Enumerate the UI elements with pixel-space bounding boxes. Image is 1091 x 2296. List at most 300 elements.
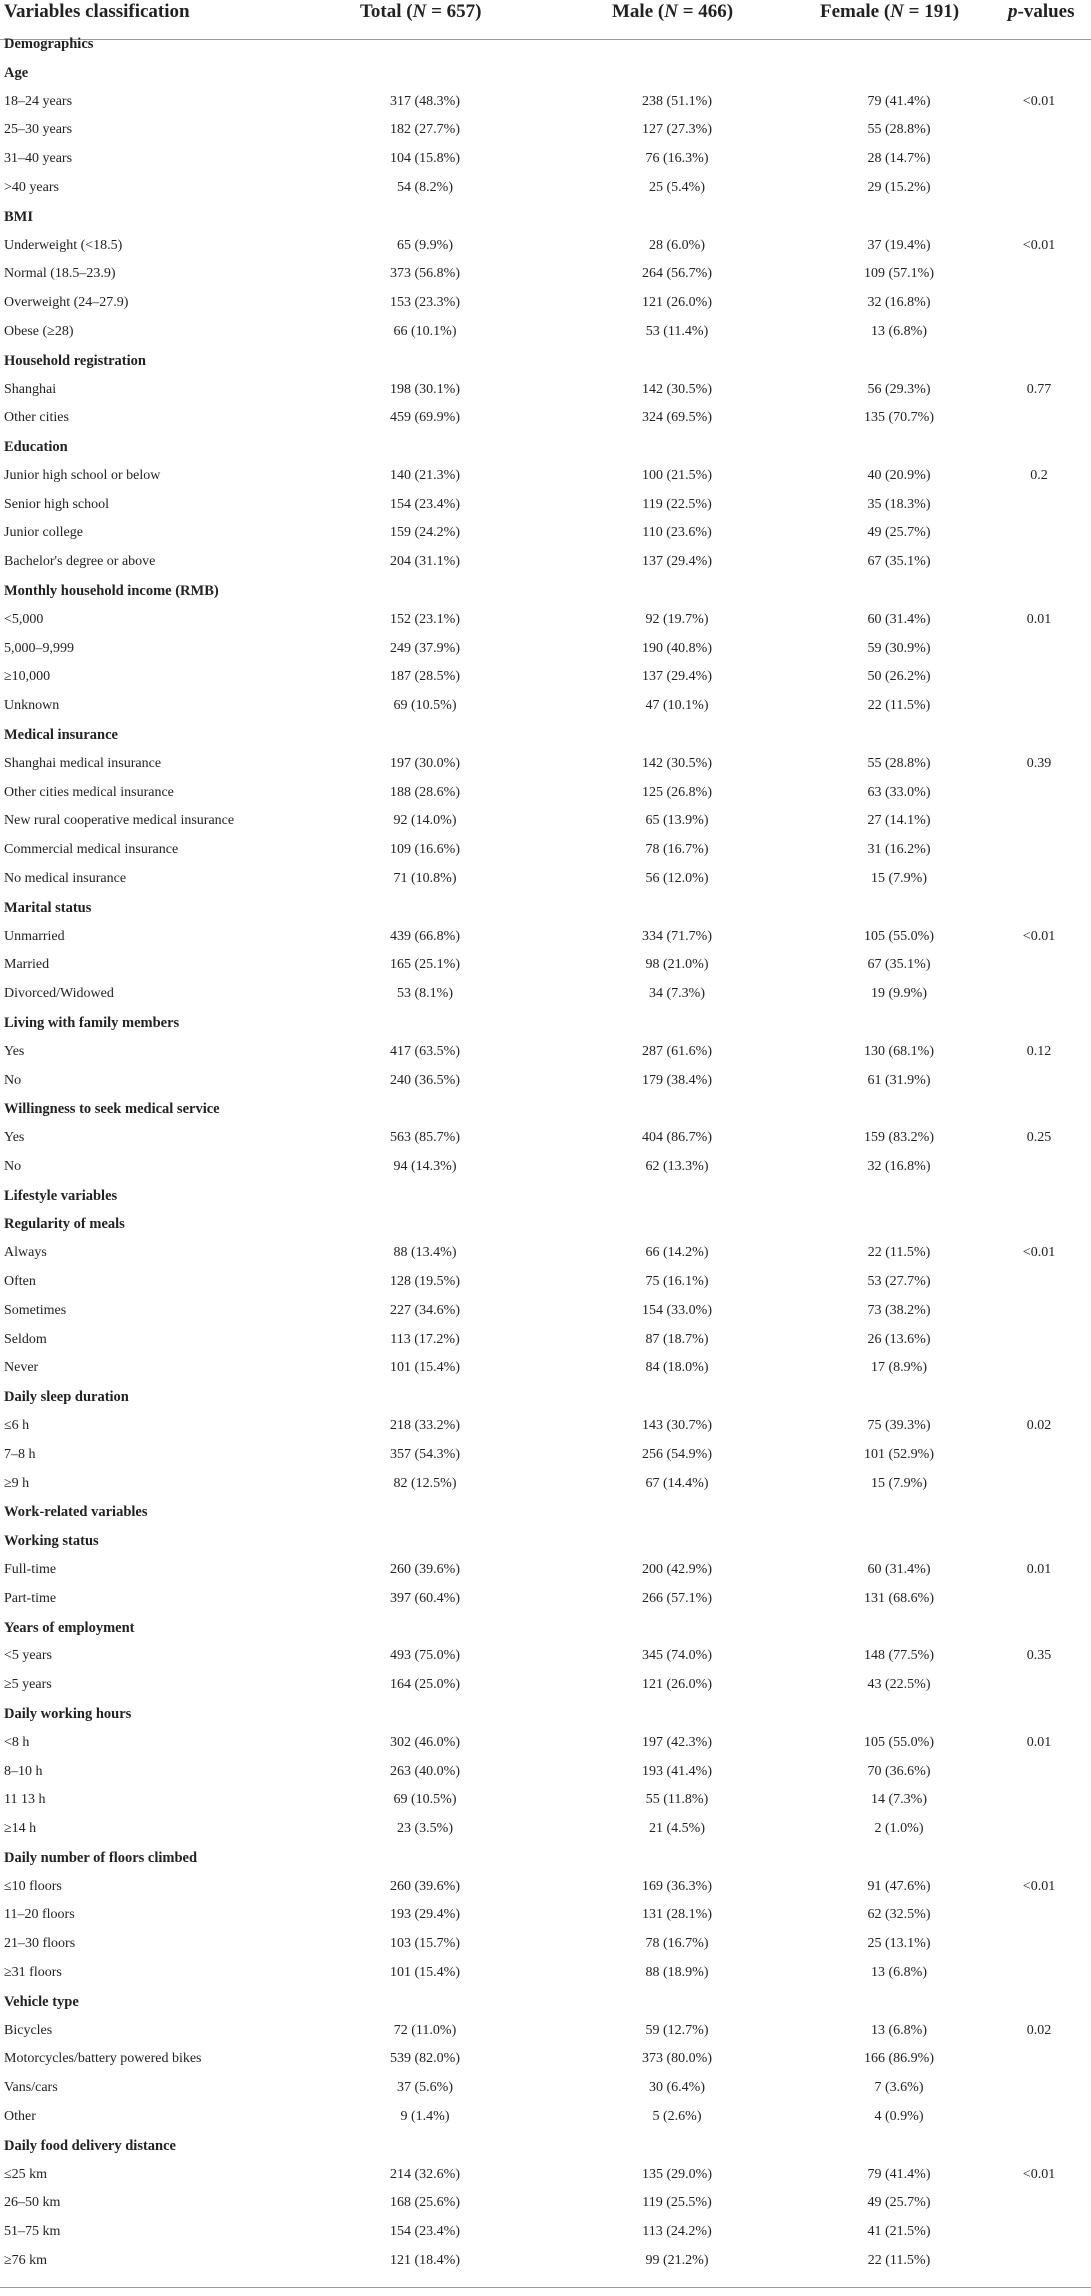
total-cell: 188 (28.6%) (390, 784, 460, 800)
female-cell: 166 (86.9%) (864, 2051, 934, 2067)
table-row (0, 2103, 1091, 2132)
total-cell: 82 (12.5%) (393, 1475, 457, 1491)
male-cell: 34 (7.3%) (649, 986, 705, 1002)
female-cell: 55 (28.8%) (867, 122, 931, 138)
header-female: Female (N = 191) (820, 1, 960, 22)
female-cell: 63 (33.0%) (867, 784, 931, 800)
table-row (0, 1354, 1091, 1383)
row-label: Other (4, 2109, 36, 2125)
total-cell: 69 (10.5%) (393, 1792, 457, 1808)
section-label: Education (4, 439, 68, 456)
female-cell: 75 (39.3%) (867, 1418, 931, 1434)
table-row (0, 260, 1091, 289)
male-cell: 179 (38.4%) (642, 1072, 712, 1088)
section-label: Monthly household income (RMB) (4, 583, 219, 600)
female-cell: 17 (8.9%) (871, 1360, 927, 1376)
male-cell: 75 (16.1%) (645, 1274, 709, 1290)
row-label: ≤25 km (4, 2166, 48, 2182)
male-cell: 78 (16.7%) (645, 842, 709, 858)
section-label: Regularity of meals (4, 1216, 125, 1233)
total-cell: 373 (56.8%) (390, 266, 460, 282)
row-label: Bicycles (4, 2022, 53, 2038)
section-label: Daily number of floors climbed (4, 1849, 198, 1866)
table-row (0, 1067, 1091, 1096)
female-cell: 37 (19.4%) (867, 237, 931, 253)
female-cell: 148 (77.5%) (864, 1648, 934, 1664)
male-cell: 135 (29.0%) (642, 2166, 712, 2182)
male-cell: 67 (14.4%) (645, 1475, 709, 1491)
male-cell: 143 (30.7%) (642, 1418, 712, 1434)
table-row (0, 88, 1091, 117)
table-row (0, 1441, 1091, 1470)
table-row (0, 692, 1091, 721)
total-cell: 128 (19.5%) (390, 1274, 460, 1290)
male-cell: 137 (29.4%) (642, 669, 712, 685)
p-value-cell: 0.25 (1026, 1130, 1052, 1146)
male-cell: 110 (23.6%) (642, 525, 712, 541)
section-heading-row (0, 59, 1091, 88)
female-cell: 70 (36.6%) (867, 1763, 931, 1779)
table-row (0, 1124, 1091, 1153)
row-label: Shanghai medical insurance (4, 755, 162, 771)
p-value-cell: 0.35 (1026, 1648, 1052, 1664)
section-heading-row (0, 1009, 1091, 1038)
section-label: Working status (4, 1533, 99, 1550)
total-cell: 397 (60.4%) (390, 1590, 460, 1606)
male-cell: 121 (26.0%) (642, 1677, 712, 1693)
section-label: Age (4, 64, 29, 81)
total-cell: 539 (82.0%) (390, 2051, 460, 2067)
female-cell: 26 (13.6%) (867, 1331, 931, 1347)
male-cell: 121 (26.0%) (642, 295, 712, 311)
male-cell: 5 (2.6%) (652, 2109, 702, 2125)
row-label: 8–10 h (4, 1763, 43, 1779)
table-row (0, 865, 1091, 894)
female-cell: 131 (68.6%) (864, 1590, 934, 1606)
section-heading-row (0, 30, 1091, 59)
row-label: Shanghai (4, 381, 57, 397)
female-cell: 40 (20.9%) (867, 467, 931, 483)
row-label: Motorcycles/battery powered bikes (4, 2051, 202, 2067)
section-heading-row (0, 433, 1091, 462)
total-cell: 121 (18.4%) (390, 2253, 460, 2268)
p-value-cell: 0.02 (1026, 2022, 1052, 2038)
male-cell: 119 (25.5%) (642, 2195, 712, 2211)
total-cell: 101 (15.4%) (390, 1360, 460, 1376)
row-label: 11 13 h (4, 1792, 46, 1808)
table-row (0, 2017, 1091, 2046)
row-label: Other cities medical insurance (4, 784, 174, 800)
table-row (0, 807, 1091, 836)
total-cell: 439 (66.8%) (390, 928, 460, 944)
total-cell: 54 (8.2%) (397, 179, 453, 195)
row-label: 31–40 years (4, 151, 73, 167)
total-cell: 263 (40.0%) (390, 1763, 460, 1779)
table-row (0, 1729, 1091, 1758)
female-cell: 7 (3.6%) (874, 2080, 924, 2096)
row-label: Obese (≥28) (4, 323, 74, 339)
row-label: Other cities (4, 410, 69, 426)
male-cell: 84 (18.0%) (645, 1360, 709, 1376)
female-cell: 130 (68.1%) (864, 1043, 934, 1059)
female-cell: 43 (22.5%) (867, 1677, 931, 1693)
row-label: Full-time (4, 1561, 57, 1577)
section-heading-row (0, 1988, 1091, 2017)
table-row (0, 1671, 1091, 1700)
male-cell: 56 (12.0%) (645, 870, 709, 886)
male-cell: 47 (10.1%) (645, 698, 709, 714)
table-row (0, 1297, 1091, 1326)
total-cell: 198 (30.1%) (390, 381, 460, 397)
total-cell: 260 (39.6%) (390, 1878, 460, 1894)
row-label: Commercial medical insurance (4, 842, 179, 858)
table-row (0, 836, 1091, 865)
total-cell: 165 (25.1%) (390, 957, 460, 973)
section-label: Work-related variables (4, 1504, 148, 1521)
table-row (0, 750, 1091, 779)
female-cell: 13 (6.8%) (871, 2022, 927, 2038)
row-label: ≥9 h (4, 1475, 30, 1491)
total-cell: 357 (54.3%) (390, 1446, 460, 1462)
total-cell: 214 (32.6%) (390, 2166, 460, 2182)
total-cell: 563 (85.7%) (390, 1130, 460, 1146)
p-value-cell: <0.01 (1022, 1878, 1056, 1894)
male-cell: 345 (74.0%) (642, 1648, 712, 1664)
male-cell: 193 (41.4%) (642, 1763, 712, 1779)
female-cell: 159 (83.2%) (864, 1130, 934, 1146)
male-cell: 264 (56.7%) (642, 266, 712, 282)
total-cell: 459 (69.9%) (390, 410, 460, 426)
total-cell: 65 (9.9%) (397, 237, 453, 253)
section-label: Medical insurance (4, 727, 118, 743)
male-cell: 59 (12.7%) (645, 2022, 709, 2038)
female-cell: 22 (11.5%) (867, 2253, 931, 2268)
section-heading-row (0, 577, 1091, 606)
table-row (0, 1959, 1091, 1988)
header-variables: Variables classification (4, 1, 190, 22)
table-row (0, 1901, 1091, 1930)
total-cell: 302 (46.0%) (390, 1734, 460, 1750)
p-value-cell: 0.02 (1026, 1418, 1052, 1434)
table-row (0, 923, 1091, 952)
section-heading-row (0, 1700, 1091, 1729)
section-label: Years of employment (4, 1619, 135, 1636)
row-label: 5,000–9,999 (4, 640, 74, 656)
header-p-values: p-values (1008, 1, 1075, 22)
female-cell: 53 (27.7%) (867, 1274, 931, 1290)
female-cell: 22 (11.5%) (867, 1245, 931, 1261)
male-cell: 127 (27.3%) (642, 122, 712, 138)
row-label: <8 h (4, 1734, 30, 1750)
section-heading-row (0, 1498, 1091, 1527)
table-row (0, 1412, 1091, 1441)
male-cell: 87 (18.7%) (645, 1331, 709, 1347)
male-cell: 200 (42.9%) (642, 1561, 712, 1577)
female-cell: 79 (41.4%) (867, 93, 931, 109)
section-heading-row (0, 1182, 1091, 1211)
row-label: No medical insurance (4, 870, 127, 886)
male-cell: 98 (21.0%) (645, 957, 709, 973)
section-heading-row (0, 203, 1091, 232)
male-cell: 100 (21.5%) (642, 467, 712, 483)
bottom-rule (0, 2287, 1091, 2288)
female-cell: 60 (31.4%) (867, 611, 931, 627)
total-cell: 152 (23.1%) (390, 611, 460, 627)
female-cell: 27 (14.1%) (867, 813, 931, 829)
table-row (0, 1239, 1091, 1268)
section-heading-row (0, 1210, 1091, 1239)
row-label: ≤6 h (4, 1418, 30, 1434)
male-cell: 78 (16.7%) (645, 1936, 709, 1952)
female-cell: 61 (31.9%) (867, 1072, 931, 1088)
male-cell: 62 (13.3%) (645, 1158, 709, 1174)
male-cell: 142 (30.5%) (642, 381, 712, 397)
header-male: Male (N = 466) (612, 1, 734, 22)
row-label: Vans/cars (4, 2080, 58, 2096)
female-cell: 50 (26.2%) (867, 669, 931, 685)
table-row (0, 980, 1091, 1009)
male-cell: 131 (28.1%) (642, 1907, 712, 1923)
table-row (0, 1930, 1091, 1959)
total-cell: 103 (15.7%) (390, 1936, 460, 1952)
total-cell: 197 (30.0%) (390, 755, 460, 771)
section-heading-row (0, 1844, 1091, 1873)
male-cell: 324 (69.5%) (642, 410, 712, 426)
row-label: Junior college (4, 525, 83, 541)
female-cell: 67 (35.1%) (867, 957, 931, 973)
female-cell: 49 (25.7%) (867, 2195, 931, 2211)
male-cell: 142 (30.5%) (642, 755, 712, 771)
female-cell: 35 (18.3%) (867, 496, 931, 512)
table-row (0, 318, 1091, 347)
total-cell: 140 (21.3%) (390, 467, 460, 483)
total-cell: 240 (36.5%) (390, 1072, 460, 1088)
male-cell: 125 (26.8%) (642, 784, 712, 800)
row-label: ≤10 floors (4, 1878, 62, 1894)
p-value-cell: <0.01 (1022, 1245, 1056, 1261)
table-row (0, 779, 1091, 808)
table-row (0, 462, 1091, 491)
p-value-cell: 0.77 (1026, 381, 1052, 397)
male-cell: 404 (86.7%) (642, 1130, 712, 1146)
male-cell: 190 (40.8%) (642, 640, 712, 656)
section-label: Demographics (4, 36, 94, 52)
female-cell: 28 (14.7%) (867, 151, 931, 167)
section-label: Living with family members (4, 1014, 180, 1031)
row-label: No (4, 1158, 22, 1174)
section-label: Vehicle type (4, 1993, 79, 2010)
row-label: Never (4, 1360, 39, 1376)
total-cell: 104 (15.8%) (390, 151, 460, 167)
male-cell: 21 (4.5%) (649, 1821, 705, 1837)
female-cell: 14 (7.3%) (871, 1792, 927, 1808)
table-row (0, 548, 1091, 577)
table-row (0, 2161, 1091, 2190)
table-row (0, 404, 1091, 433)
row-label: Yes (4, 1130, 25, 1146)
table-row (0, 951, 1091, 980)
total-cell: 23 (3.5%) (397, 1821, 453, 1837)
p-value-cell: 0.01 (1026, 611, 1052, 627)
female-cell: 62 (32.5%) (867, 1907, 931, 1923)
row-label: ≥76 km (4, 2253, 48, 2268)
row-label: Seldom (4, 1331, 47, 1347)
female-cell: 41 (21.5%) (867, 2224, 931, 2240)
female-cell: 105 (55.0%) (864, 1734, 934, 1750)
row-label: Junior high school or below (4, 467, 161, 483)
table-row (0, 663, 1091, 692)
male-cell: 137 (29.4%) (642, 554, 712, 570)
male-cell: 99 (21.2%) (645, 2253, 709, 2268)
male-cell: 53 (11.4%) (645, 323, 709, 339)
p-value-cell: 0.39 (1026, 755, 1052, 771)
table-row (0, 635, 1091, 664)
row-label: 25–30 years (4, 122, 73, 138)
total-cell: 154 (23.4%) (390, 2224, 460, 2240)
row-label: Unknown (4, 698, 60, 714)
section-heading-row (0, 721, 1091, 750)
total-cell: 187 (28.5%) (390, 669, 460, 685)
p-value-cell: 0.2 (1030, 467, 1048, 483)
row-label: Overweight (24–27.9) (4, 295, 129, 311)
section-heading-row (0, 2132, 1091, 2161)
row-label: Unmarried (4, 928, 65, 944)
section-label: Marital status (4, 899, 92, 916)
total-cell: 109 (16.6%) (390, 842, 460, 858)
row-label: Bachelor's degree or above (4, 554, 156, 570)
table-row (0, 1786, 1091, 1815)
male-cell: 197 (42.3%) (642, 1734, 712, 1750)
male-cell: 113 (24.2%) (642, 2224, 712, 2240)
male-cell: 65 (13.9%) (645, 813, 709, 829)
p-value-cell: 0.01 (1026, 1734, 1052, 1750)
female-cell: 105 (55.0%) (864, 928, 934, 944)
total-cell: 260 (39.6%) (390, 1561, 460, 1577)
table-row (0, 1873, 1091, 1902)
total-cell: 101 (15.4%) (390, 1965, 460, 1981)
table-row (0, 1556, 1091, 1585)
table-row (0, 2045, 1091, 2074)
table-row (0, 145, 1091, 174)
table-row (0, 116, 1091, 145)
total-cell: 154 (23.4%) (390, 496, 460, 512)
female-cell: 25 (13.1%) (867, 1936, 931, 1952)
section-label: Daily food delivery distance (4, 2137, 176, 2154)
female-cell: 79 (41.4%) (867, 2166, 931, 2182)
female-cell: 67 (35.1%) (867, 554, 931, 570)
male-cell: 334 (71.7%) (642, 928, 712, 944)
male-cell: 169 (36.3%) (642, 1878, 712, 1894)
table-row (0, 2218, 1091, 2247)
female-cell: 101 (52.9%) (864, 1446, 934, 1462)
total-cell: 218 (33.2%) (390, 1418, 460, 1434)
male-cell: 55 (11.8%) (645, 1792, 709, 1808)
row-label: Yes (4, 1043, 25, 1059)
female-cell: 19 (9.9%) (871, 986, 927, 1002)
row-label: ≥31 floors (4, 1965, 62, 1981)
p-value-cell: <0.01 (1022, 928, 1056, 944)
section-label: BMI (4, 208, 33, 225)
total-cell: 9 (1.4%) (400, 2109, 450, 2125)
table-row (0, 174, 1091, 203)
male-cell: 266 (57.1%) (642, 1590, 712, 1606)
female-cell: 59 (30.9%) (867, 640, 931, 656)
p-value-cell: <0.01 (1022, 93, 1056, 109)
female-cell: 49 (25.7%) (867, 525, 931, 541)
male-cell: 287 (61.6%) (642, 1043, 712, 1059)
female-cell: 31 (16.2%) (867, 842, 931, 858)
male-cell: 66 (14.2%) (645, 1245, 709, 1261)
row-label: <5 years (4, 1648, 52, 1664)
total-cell: 249 (37.9%) (390, 640, 460, 656)
row-label: Often (4, 1274, 36, 1290)
row-label: New rural cooperative medical insurance (4, 813, 235, 829)
table-row (0, 606, 1091, 635)
female-cell: 15 (7.9%) (871, 1475, 927, 1491)
female-cell: 55 (28.8%) (867, 755, 931, 771)
p-value-cell: 0.12 (1026, 1043, 1052, 1059)
section-label: Household registration (4, 352, 146, 369)
row-label: 51–75 km (4, 2224, 61, 2240)
row-label: ≥14 h (4, 1821, 37, 1837)
total-cell: 72 (11.0%) (393, 2022, 457, 2038)
male-cell: 92 (19.7%) (645, 611, 709, 627)
table-row (0, 1815, 1091, 1844)
row-label: Normal (18.5–23.9) (4, 266, 116, 282)
male-cell: 76 (16.3%) (645, 151, 709, 167)
row-label: ≥5 years (4, 1677, 52, 1693)
row-label: ≥10,000 (4, 669, 51, 685)
total-cell: 417 (63.5%) (390, 1043, 460, 1059)
male-cell: 373 (80.0%) (642, 2051, 712, 2067)
total-cell: 94 (14.3%) (393, 1158, 457, 1174)
female-cell: 29 (15.2%) (867, 179, 931, 195)
section-heading-row (0, 1527, 1091, 1556)
female-cell: 4 (0.9%) (874, 2109, 924, 2125)
male-cell: 238 (51.1%) (642, 93, 712, 109)
female-cell: 22 (11.5%) (867, 698, 931, 714)
row-label: Married (4, 957, 50, 973)
total-cell: 92 (14.0%) (393, 813, 457, 829)
total-cell: 37 (5.6%) (397, 2080, 453, 2096)
row-label: Sometimes (4, 1302, 67, 1318)
p-value-cell: <0.01 (1022, 2166, 1056, 2182)
male-cell: 119 (22.5%) (642, 496, 712, 512)
row-label: Always (4, 1245, 47, 1261)
table-row (0, 2189, 1091, 2218)
p-value-cell: 0.01 (1026, 1561, 1052, 1577)
table-row (0, 289, 1091, 318)
table-row (0, 1038, 1091, 1067)
female-cell: 15 (7.9%) (871, 870, 927, 886)
section-label: Willingness to seek medical service (4, 1101, 220, 1118)
female-cell: 13 (6.8%) (871, 323, 927, 339)
total-cell: 493 (75.0%) (390, 1648, 460, 1664)
total-cell: 69 (10.5%) (393, 698, 457, 714)
total-cell: 66 (10.1%) (393, 323, 457, 339)
total-cell: 204 (31.1%) (390, 554, 460, 570)
header-total: Total (N = 657) (360, 1, 482, 22)
table-row (0, 1153, 1091, 1182)
male-cell: 30 (6.4%) (649, 2080, 705, 2096)
table-row (0, 1470, 1091, 1499)
total-cell: 164 (25.0%) (390, 1677, 460, 1693)
section-heading-row (0, 1614, 1091, 1643)
total-cell: 53 (8.1%) (397, 986, 453, 1002)
total-cell: 113 (17.2%) (390, 1331, 460, 1347)
total-cell: 153 (23.3%) (390, 295, 460, 311)
male-cell: 256 (54.9%) (642, 1446, 712, 1462)
